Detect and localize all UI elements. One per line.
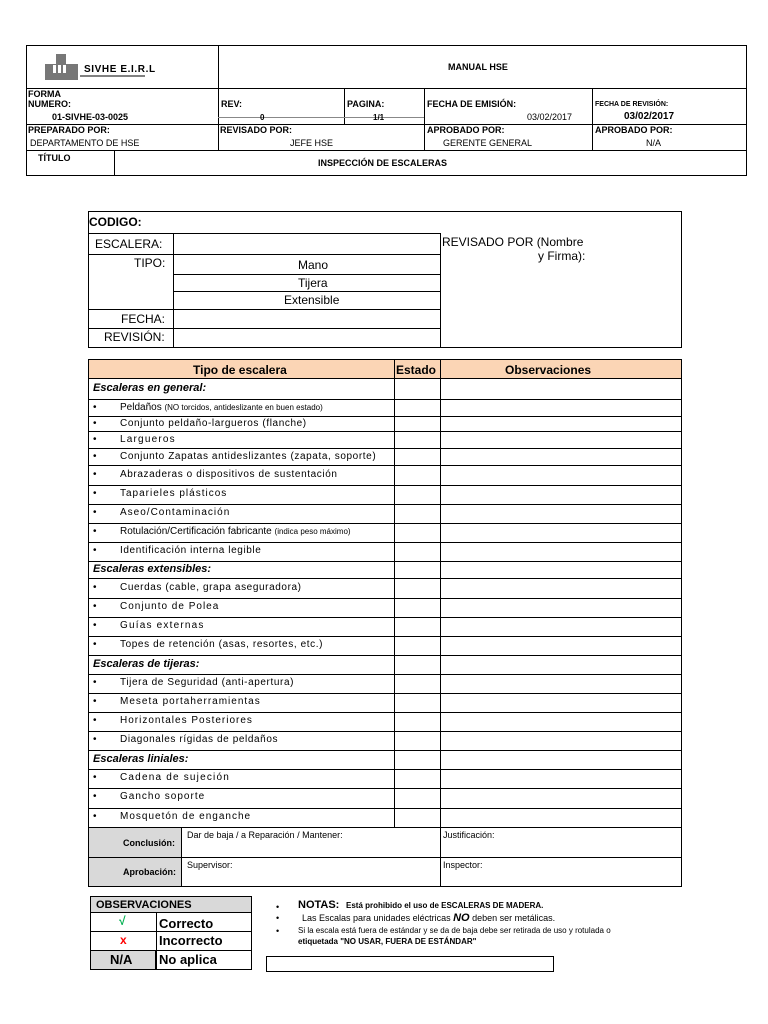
- checklist-header: [89, 360, 681, 379]
- revision-date-value: 03/02/2017: [624, 111, 675, 122]
- bullet-icon: •: [93, 402, 97, 413]
- manual-title: MANUAL HSE: [448, 62, 508, 72]
- numero-value: 01-SIVHE-03-0025: [52, 112, 129, 122]
- row-divider: [88, 416, 682, 417]
- bullet-icon: •: [93, 469, 97, 480]
- row-divider: [88, 808, 682, 809]
- revisado-label: REVISADO POR:: [220, 125, 293, 135]
- numero-label: NUMERO:: [28, 99, 71, 109]
- legend-label: Correcto: [159, 916, 214, 931]
- check-icon: √: [119, 914, 126, 928]
- legend-divider: [156, 913, 157, 970]
- revision-label: REVISIÓN:: [104, 330, 165, 344]
- info-divider: [88, 233, 440, 234]
- bullet-icon: •: [276, 926, 280, 936]
- checklist-item: Abrazaderas o dispositivos de sustentación: [120, 469, 338, 480]
- legend-divider: [90, 931, 252, 932]
- checklist-item: Largueros: [120, 434, 176, 445]
- row-divider: [88, 465, 682, 466]
- note-text: [302, 913, 555, 924]
- group-heading: Escaleras en general:: [93, 382, 207, 394]
- checklist-item: Cadena de sujeción: [120, 772, 230, 783]
- row-divider: [88, 523, 682, 524]
- bullet-icon: •: [93, 772, 97, 783]
- legend-symbol: N/A: [110, 952, 133, 967]
- aprobado-value: GERENTE GENERAL: [443, 138, 533, 148]
- row-divider: [88, 655, 682, 656]
- titulo-label: TÍTULO: [38, 153, 71, 163]
- bullet-icon: •: [93, 582, 97, 593]
- forma-label: FORMA: [28, 89, 61, 99]
- checklist-item-label: Rotulación/Certificación fabricante: [120, 526, 272, 537]
- logo-text: SIVHE E.I.R.L: [84, 64, 156, 75]
- emision-label: FECHA DE EMISIÓN:: [427, 99, 517, 109]
- inspector-label: Inspector:: [443, 860, 483, 870]
- checklist-item: Identificación interna legible: [120, 545, 262, 556]
- pagina-value: 1/1: [373, 113, 385, 122]
- notes-input-box[interactable]: [266, 956, 554, 972]
- row-divider: [88, 504, 682, 505]
- checklist-item: Meseta portaherramientas: [120, 696, 261, 707]
- notes-title: NOTAS:: [298, 899, 340, 911]
- header-divider: [218, 117, 424, 118]
- checklist-divider: [394, 359, 395, 827]
- revisado-por-label: REVISADO POR (Nombre: [442, 235, 584, 249]
- note-text-part: deben ser metálicas.: [472, 913, 556, 923]
- row-divider: [88, 674, 682, 675]
- tipo-option: Tijera: [298, 276, 328, 290]
- checklist-item: Taparieles plásticos: [120, 488, 228, 499]
- info-divider: [88, 254, 440, 255]
- fecha-label: FECHA:: [121, 312, 166, 326]
- header-divider: [26, 88, 747, 89]
- note-emphasis: NO: [453, 912, 470, 924]
- preparado-value: DEPARTAMENTO DE HSE: [30, 138, 140, 148]
- legend-label: Incorrecto: [159, 933, 223, 948]
- group-heading: Escaleras liniales:: [93, 753, 189, 765]
- bullet-icon: •: [93, 434, 97, 445]
- bullet-icon: •: [276, 902, 280, 912]
- bullet-icon: •: [93, 507, 97, 518]
- escalera-label: ESCALERA:: [95, 237, 163, 251]
- info-divider: [440, 233, 441, 348]
- rev-value: 0: [260, 113, 265, 122]
- pagina-label: PAGINA:: [347, 99, 385, 109]
- row-divider: [88, 399, 682, 400]
- info-divider: [88, 309, 440, 310]
- bullet-icon: •: [93, 811, 97, 822]
- checklist-item: Conjunto de Polea: [120, 601, 220, 612]
- checklist-item: Diagonales rígidas de peldaños: [120, 734, 279, 745]
- checklist-item-label: Peldaños: [120, 402, 162, 413]
- aprobado-value: N/A: [646, 138, 662, 148]
- revisado-por-label: y Firma):: [538, 249, 586, 263]
- bullet-icon: •: [93, 545, 97, 556]
- bullet-icon: •: [93, 418, 97, 429]
- header-divider: [218, 45, 219, 150]
- codigo-label: CODIGO:: [89, 215, 142, 229]
- justificacion-label: Justificación:: [443, 830, 495, 840]
- revisado-value: JEFE HSE: [290, 138, 334, 148]
- bullet-icon: •: [93, 696, 97, 707]
- preparado-label: PREPARADO POR:: [28, 125, 110, 135]
- group-heading: Escaleras extensibles:: [93, 563, 212, 575]
- col-obs-header: Observaciones: [505, 363, 592, 377]
- rev-label: REV:: [221, 99, 243, 109]
- row-divider: [88, 431, 682, 432]
- row-divider: [88, 542, 682, 543]
- row-divider: [88, 448, 682, 449]
- note-text: Si la escala está fuera de estándar y se da de baja debe ser retirada de uso y rotulada o: [298, 926, 611, 935]
- bullet-icon: •: [93, 715, 97, 726]
- bullet-icon: •: [93, 451, 97, 462]
- header-divider: [344, 88, 345, 124]
- company-logo: [42, 52, 202, 82]
- row-divider: [88, 598, 682, 599]
- bullet-icon: •: [93, 488, 97, 499]
- checklist-item: [120, 527, 351, 537]
- note-text-part: Las Escalas para unidades eléctricas: [302, 913, 451, 923]
- row-divider: [88, 788, 682, 789]
- info-divider: [173, 233, 174, 348]
- row-divider: [88, 636, 682, 637]
- row-divider: [88, 578, 682, 579]
- tipo-label: TIPO:: [134, 256, 166, 270]
- bullet-icon: •: [93, 734, 97, 745]
- note-text: etiquetada "NO USAR, FUERA DE ESTÁNDAR": [298, 937, 477, 946]
- header-divider: [26, 150, 747, 151]
- header-divider: [592, 88, 593, 150]
- bullet-icon: •: [93, 601, 97, 612]
- note-text: Está prohibido el uso de ESCALERAS DE MADERA.: [346, 901, 544, 910]
- checklist-item: Gancho soporte: [120, 791, 206, 802]
- checklist-item: Mosquetón de enganche: [120, 811, 252, 822]
- conclusion-value: Dar de baja / a Reparación / Mantener:: [187, 830, 343, 840]
- col-estado-header: Estado: [396, 363, 437, 377]
- tipo-option: Extensible: [284, 293, 340, 307]
- row-divider: [88, 731, 682, 732]
- bullet-icon: •: [93, 791, 97, 802]
- row-divider: [88, 617, 682, 618]
- supervisor-label: Supervisor:: [187, 860, 233, 870]
- tipo-option: Mano: [298, 258, 329, 272]
- checklist-item: Aseo/Contaminación: [120, 507, 231, 518]
- info-divider: [88, 328, 440, 329]
- aprobado-label: APROBADO POR:: [427, 125, 505, 135]
- bullet-icon: •: [276, 913, 280, 923]
- aprobado-label: APROBADO POR:: [595, 125, 673, 135]
- row-divider: [88, 712, 682, 713]
- checklist-item: [120, 403, 323, 413]
- aprobacion-label: Aprobación:: [123, 867, 176, 877]
- info-divider: [173, 291, 440, 292]
- bullet-icon: •: [93, 677, 97, 688]
- legend-label: No aplica: [159, 952, 217, 967]
- legend-title: OBSERVACIONES: [96, 899, 192, 911]
- col-tipo-header: Tipo de escalera: [193, 363, 287, 377]
- cross-icon: x: [120, 933, 127, 947]
- conclusion-label: Conclusión:: [123, 838, 175, 848]
- info-divider: [173, 274, 440, 275]
- bullet-icon: •: [93, 639, 97, 650]
- row-divider: [88, 769, 682, 770]
- row-divider: [88, 561, 682, 562]
- emision-value: 03/02/2017: [527, 112, 573, 122]
- checklist-item-note: (NO torcidos, antideslizante en buen estado): [164, 403, 323, 412]
- checklist-item: Guías externas: [120, 620, 205, 631]
- checklist-item: Horizontales Posteriores: [120, 715, 253, 726]
- bullet-icon: •: [93, 620, 97, 631]
- revision-date-label: FECHA DE REVISIÓN:: [595, 101, 669, 108]
- checklist-item: Cuerdas (cable, grapa aseguradora): [120, 582, 302, 593]
- checklist-item-note: (indica peso máximo): [274, 527, 351, 536]
- row-divider: [88, 750, 682, 751]
- checklist-item: Conjunto peldaño-largueros (flanche): [120, 418, 307, 429]
- checklist-item: Conjunto Zapatas antideslizantes (zapata, soporte): [120, 451, 377, 462]
- checklist-item: Tijera de Seguridad (anti-apertura): [120, 677, 295, 688]
- checklist-item: Topes de retención (asas, resortes, etc.): [120, 639, 324, 650]
- bullet-icon: •: [93, 526, 97, 537]
- group-heading: Escaleras de tijeras:: [93, 658, 200, 670]
- row-divider: [88, 485, 682, 486]
- titulo-value: INSPECCIÓN DE ESCALERAS: [318, 158, 448, 168]
- row-divider: [88, 693, 682, 694]
- header-divider: [114, 150, 115, 176]
- header-divider: [424, 88, 425, 150]
